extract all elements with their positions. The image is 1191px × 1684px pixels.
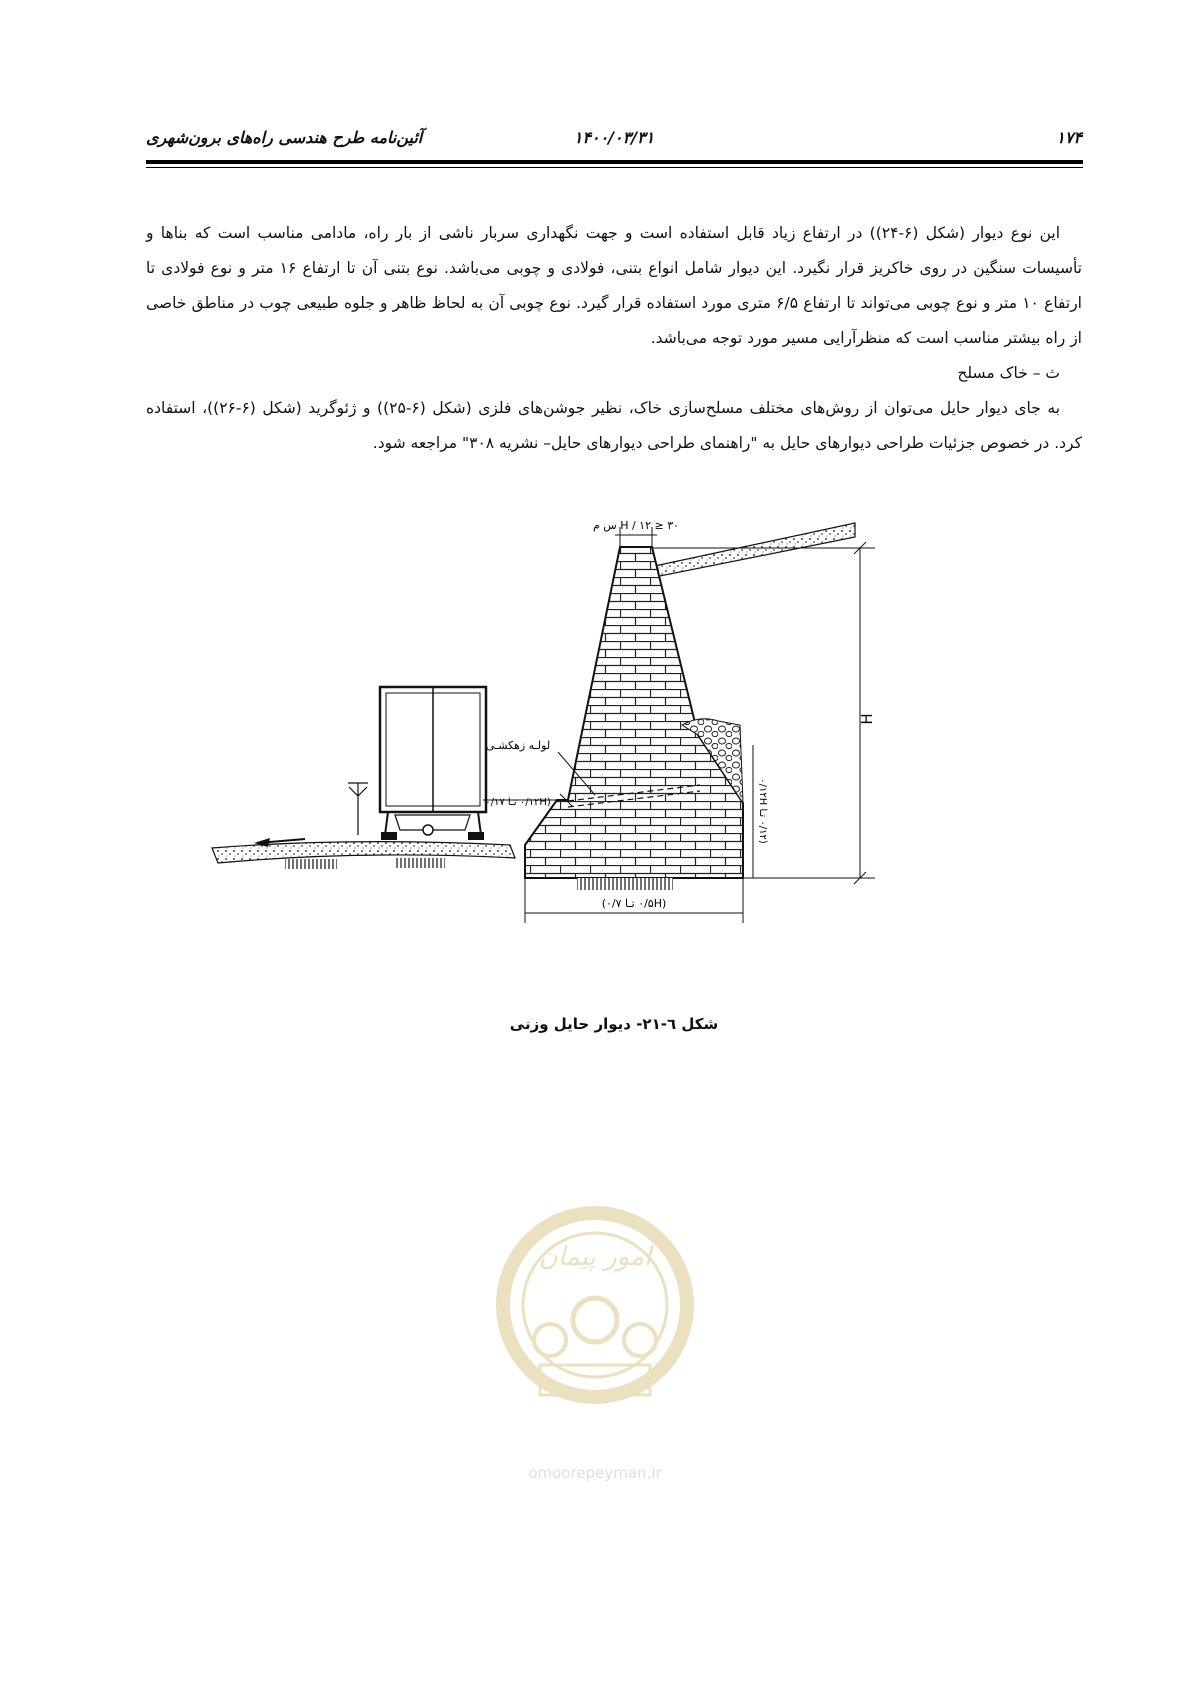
watermark-logo-text: امور پیمان: [538, 1242, 652, 1272]
road-subgrade-right: [395, 858, 445, 868]
watermark-logo: [480, 1180, 710, 1460]
header-date: ۱۴۰۰/۰۳/۳۱: [573, 128, 655, 147]
watermark: [480, 1180, 710, 1480]
backfill-slope: [650, 523, 855, 577]
road-surface: [212, 842, 515, 863]
watermark-gear-right-icon: [624, 1324, 656, 1356]
paragraph-2: به جای دیوار حایل می‌توان از روش‌های مختلف مسلح‌سازی خاک، نظیر جوشن‌های فلزی (شکل (۶-۲۵)) و ژئوگرید (شکل (۶-۲۶))، استفاده کرد. در خصوص جزئیات طراحی دیوارهای حایل به "راهنمای طراحی دیوارهای حایل– نشریه ۳۰۸" مراجعه شود.: [146, 399, 1082, 452]
wall-diagram: [200, 519, 950, 1005]
header-title: آئین‌نامه طرح هندسی راه‌های برون‌شهری: [146, 128, 423, 147]
toe-height-label: (۰/۱۲H تـا ۰/۱۷: [485, 797, 551, 808]
page-header: [146, 128, 1082, 154]
heel-height-label: (۰/۱۲ تـا ۰/۱۲H: [757, 778, 768, 844]
header-rule-thin: [146, 167, 1083, 168]
watermark-gear-icon: [573, 1298, 617, 1342]
watermark-site: omoorepeyman.ir: [528, 1464, 662, 1482]
gravity-retaining-wall-figure: [200, 519, 950, 1005]
road-subgrade-left: [285, 859, 337, 869]
figure-caption: شکل ٦-۲۱- دیوار حایل وزنی: [509, 1015, 719, 1033]
load-symbol-icon: [348, 783, 368, 835]
wall-body: [525, 547, 743, 878]
height-label: H: [858, 713, 876, 725]
page-number: ۱۷۴: [1056, 128, 1082, 147]
top-width-label: H / ۱۲ ≥ ۳۰ س م: [592, 519, 680, 532]
paragraph-1: این نوع دیوار (شکل (۶-۲۴)) در ارتفاع زیاد قابل استفاده است و جهت نگهداری سربار ناشی از بار راه، مادامی مناسب است که بناها و تأسیسات سنگین در روی خاکریز قرار نگیرد. این دیوار شامل انواع بتنی، فولادی و چوبی می‌باشد. نوع بتنی آن تا ارتفاع ۱۶ متر و نوع فولادی تا ارتفاع ۱۰ متر و نوع چوبی می‌تواند تا ارتفاع ۶/۵ متری مورد استفاده قرار گیرد. نوع چوبی آن به لحاظ ظاهر و جلوه طبیعی چوب در مناطق خاصی از راه بیشتر مناسب است که منظرآرایی مسیر مورد توجه می‌باشد.: [146, 224, 1082, 347]
truck-icon: [380, 687, 486, 840]
watermark-scale-icon: [534, 1324, 566, 1356]
base-width-label: (۰/۵H تـا ۰/۷): [601, 897, 667, 910]
header-rule-thick: [146, 160, 1083, 164]
subheading-reinforced-soil: ث – خاک مسلح: [957, 364, 1060, 382]
body-text: [146, 216, 1082, 461]
wall-footing: [577, 878, 673, 890]
drain-pipe-label: لولـه زهکشـی: [485, 739, 551, 752]
